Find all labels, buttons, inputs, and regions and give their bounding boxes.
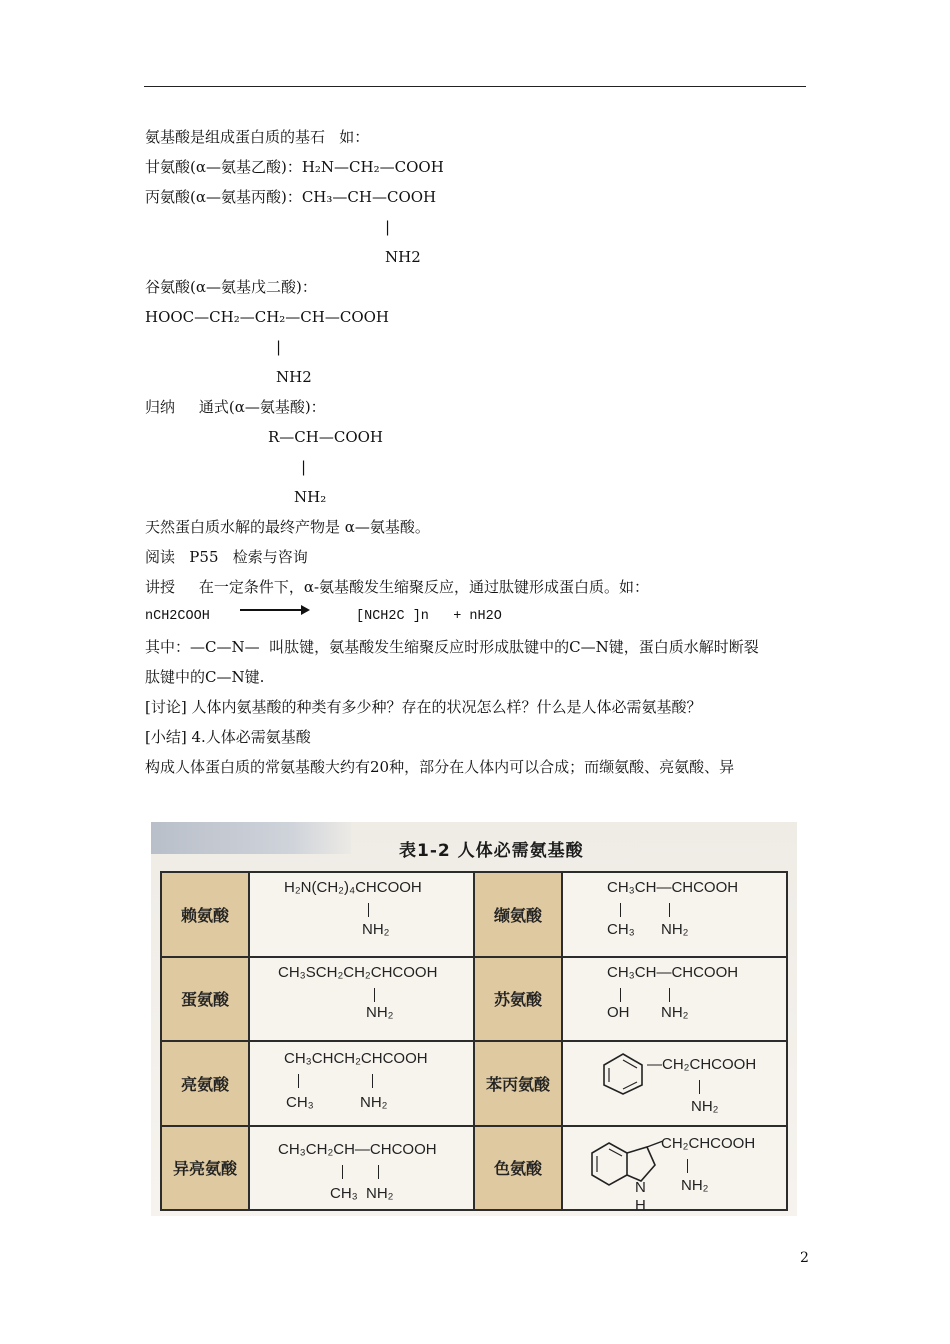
reaction-arrow-icon — [240, 609, 308, 611]
formula-sub: CH₃ — [286, 1094, 314, 1111]
text-line: NH2 — [385, 248, 421, 266]
bond-line — [368, 903, 369, 917]
text-line: 谷氨酸(α—氨基戊二酸)： — [145, 278, 317, 296]
benzene-ring-icon — [599, 1052, 647, 1096]
structural-formula — [249, 872, 474, 957]
formula-main: H₂N(CH₂)₄CHCOOH — [284, 879, 422, 896]
bond-line — [378, 1165, 379, 1179]
text-line: 肽键中的C—N键. — [145, 668, 265, 686]
essential-amino-acid-table — [160, 871, 788, 1214]
formula-main: CH₃CH—CHCOOH — [607, 879, 739, 896]
bond-line — [374, 988, 375, 1002]
figure-title: 表1-2 人体必需氨基酸 — [399, 841, 584, 861]
formula-sub: NH₂ — [366, 1184, 394, 1202]
formula-sub: NH₂ — [362, 921, 390, 938]
indole-nitrogen: N — [635, 1178, 646, 1196]
product-text: [NCH2C ]n + nH2O — [356, 609, 502, 624]
structural-formula — [562, 1126, 787, 1214]
amino-acid-name: 异亮氨酸 — [161, 1126, 249, 1211]
formula-main: CH₃CH₂CH—CHCOOH — [278, 1140, 437, 1158]
formula-main: CH₃CHCH₂CHCOOH — [284, 1050, 428, 1067]
structural-formula — [249, 957, 474, 1042]
structural-formula — [562, 1041, 787, 1126]
text-line: [讨论] 人体内氨基酸的种类有多少种？存在的状况怎么样？什么是人体必需氨基酸？ — [145, 698, 702, 716]
text-line: 阅读 P55 检索与咨询 — [145, 548, 308, 566]
bond-line — [372, 1074, 373, 1088]
structural-formula — [249, 1041, 474, 1126]
table-row — [161, 957, 787, 1042]
page-number: 2 — [800, 1250, 809, 1266]
table-row — [161, 1126, 787, 1211]
bond-line — [699, 1080, 700, 1094]
formula-sub: NH₂ — [661, 921, 689, 938]
text-line: NH2 — [276, 368, 312, 386]
formula-sub: CH₃ — [607, 921, 635, 938]
amino-acid-name: 亮氨酸 — [161, 1041, 249, 1126]
figure-header-band — [151, 822, 351, 854]
text-line: 讲授 在一定条件下，α-氨基酸发生缩聚反应，通过肽键形成蛋白质。如： — [145, 578, 650, 596]
bond-line: | — [385, 218, 391, 236]
formula-main: CH₂CHCOOH — [661, 1134, 756, 1152]
table-row — [161, 1041, 787, 1126]
indole-ring-icon — [589, 1139, 665, 1197]
table-row — [161, 872, 787, 957]
formula-sub: NH₂ — [691, 1098, 719, 1115]
reactant-text: nCH2COOH — [145, 609, 210, 624]
formula-main: —CH₂CHCOOH — [647, 1056, 757, 1073]
bond-line — [342, 1165, 343, 1179]
bond-line — [669, 988, 670, 1002]
text-line: 丙氨酸(α—氨基丙酸)：CH₃—CH—COOH — [145, 188, 437, 206]
amino-acid-table-figure — [151, 822, 797, 1216]
text-line: R—CH—COOH — [268, 428, 384, 446]
structural-formula — [562, 872, 787, 957]
amino-acid-name: 赖氨酸 — [161, 872, 249, 957]
bond-line — [620, 988, 621, 1002]
text-line: 归纳 通式(α—氨基酸)： — [145, 398, 326, 416]
structural-formula — [249, 1126, 474, 1211]
text-line: [小结] 4.人体必需氨基酸 — [145, 728, 311, 746]
structural-formula — [562, 957, 787, 1042]
bond-line: | — [276, 338, 282, 356]
formula-main: CH₃SCH₂CH₂CHCOOH — [278, 963, 438, 981]
bond-line — [687, 1159, 688, 1173]
amino-acid-name: 苏氨酸 — [474, 957, 562, 1042]
bond-line — [620, 903, 621, 917]
text-line: HOOC—CH₂—CH₂—CH—COOH — [145, 308, 390, 326]
formula-sub: NH₂ — [681, 1176, 709, 1194]
indole-hydrogen: H — [635, 1196, 646, 1214]
bond-line — [669, 903, 670, 917]
text-line: 构成人体蛋白质的常氨基酸大约有20种，部分在人体内可以合成；而缬氨酸、亮氨酸、异 — [145, 758, 735, 776]
header-rule — [144, 86, 806, 87]
formula-sub: OH — [607, 1003, 630, 1021]
amino-acid-name: 色氨酸 — [474, 1126, 562, 1211]
bond-line: | — [301, 458, 307, 476]
text-line: NH₂ — [294, 488, 327, 506]
formula-sub: CH₃ — [330, 1184, 358, 1202]
amino-acid-name: 缬氨酸 — [474, 872, 562, 957]
bond-line — [298, 1074, 299, 1088]
amino-acid-name: 蛋氨酸 — [161, 957, 249, 1042]
text-line: 甘氨酸(α—氨基乙酸)：H₂N—CH₂—COOH — [145, 158, 444, 176]
text-line: 天然蛋白质水解的最终产物是 α—氨基酸。 — [145, 518, 430, 536]
formula-sub: NH₂ — [366, 1003, 394, 1021]
formula-sub: NH₂ — [360, 1094, 388, 1111]
formula-sub: NH₂ — [661, 1003, 689, 1021]
amino-acid-name: 苯丙氨酸 — [474, 1041, 562, 1126]
formula-main: CH₃CH—CHCOOH — [607, 963, 739, 981]
text-line: 氨基酸是组成蛋白质的基石 如： — [145, 128, 370, 146]
text-line: 其中：—C—N— 叫肽键，氨基酸发生缩聚反应时形成肽键中的C—N键，蛋白质水解时断裂 — [145, 638, 759, 656]
